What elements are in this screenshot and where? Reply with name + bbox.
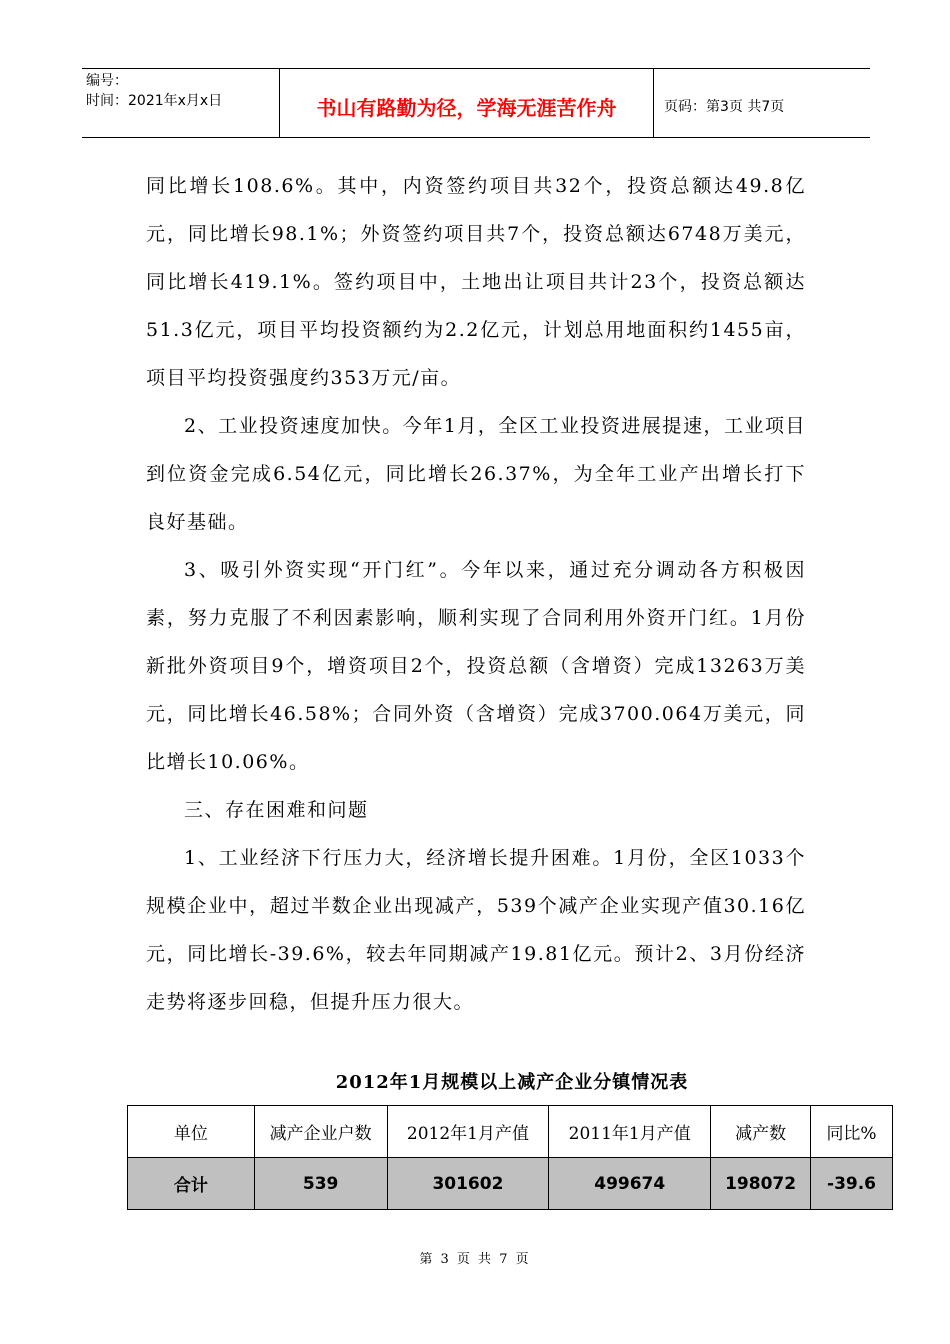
doc-number-label: 编号：	[86, 73, 128, 89]
table-header-cell: 单位	[128, 1106, 255, 1158]
reduction-table	[127, 1105, 893, 1210]
paragraph-foreign-investment: 3、吸引外资实现“开门红”。今年以来，通过充分调动各方积极因素，努力克服了不利因素影响，顺利实现了合同利用外资开门红。1月份新批外资项目9个，增资项目2个，投资总额（含增资）完成13263万美元，同比增长46.58%；合同外资（含增资）完成3700.064万美元，同比增长10.06%。	[146, 559, 806, 773]
paragraph-economic-pressure: 1、工业经济下行压力大，经济增长提升困难。1月份，全区1033个规模企业中，超过半数企业出现减产，539个减产企业实现产值30.16亿元，同比增长-39.6%，较去年同期减产19.81亿元。预计2、3月份经济走势将逐步回稳，但提升压力很大。	[146, 847, 806, 1013]
header-meta	[82, 69, 280, 137]
paragraph-continued: 同比增长108.6%。其中，内资签约项目共32个，投资总额达49.8亿元，同比增长98.1%；外资签约项目共7个，投资总额达6748万美元，同比增长419.1%。签约项目中，土地出让项目共计23个，投资总额达51.3亿元，项目平均投资额约为2.2亿元，计划总用地面积约1455亩，项目平均投资强度约353万元/亩。	[146, 175, 806, 389]
header-page-info: 页码：第3页 共7页	[664, 99, 785, 115]
table-cell: 198072	[711, 1158, 811, 1210]
table-title: 2012年1月规模以上减产企业分镇情况表	[335, 1072, 689, 1093]
doc-time-label: 时间：2021年x月x日	[86, 93, 223, 109]
page-header	[82, 68, 870, 138]
table-cell: 539	[254, 1158, 387, 1210]
table-header-cell: 同比%	[811, 1106, 893, 1158]
paragraph-industrial-investment: 2、工业投资速度加快。今年1月，全区工业投资进展提速，工业项目到位资金完成6.54亿元，同比增长26.37%，为全年工业产出增长打下良好基础。	[146, 415, 806, 533]
table-row-total	[128, 1158, 893, 1210]
table-header-cell: 减产数	[711, 1106, 811, 1158]
header-slogan: 书山有路勤为径，学海无涯苦作舟	[280, 69, 654, 137]
table-header-cell: 减产企业户数	[254, 1106, 387, 1158]
table-cell: 合计	[128, 1158, 255, 1210]
table-header-cell: 2012年1月产值	[387, 1106, 549, 1158]
page-footer: 第 3 页 共 7 页	[419, 1252, 531, 1267]
table-cell: 301602	[387, 1158, 549, 1210]
section-heading-problems: 三、存在困难和问题	[184, 799, 369, 821]
table-header-cell: 2011年1月产值	[549, 1106, 711, 1158]
table-cell: -39.6	[811, 1158, 893, 1210]
document-body	[146, 162, 806, 1026]
table-header-row	[128, 1106, 893, 1158]
table-cell: 499674	[549, 1158, 711, 1210]
